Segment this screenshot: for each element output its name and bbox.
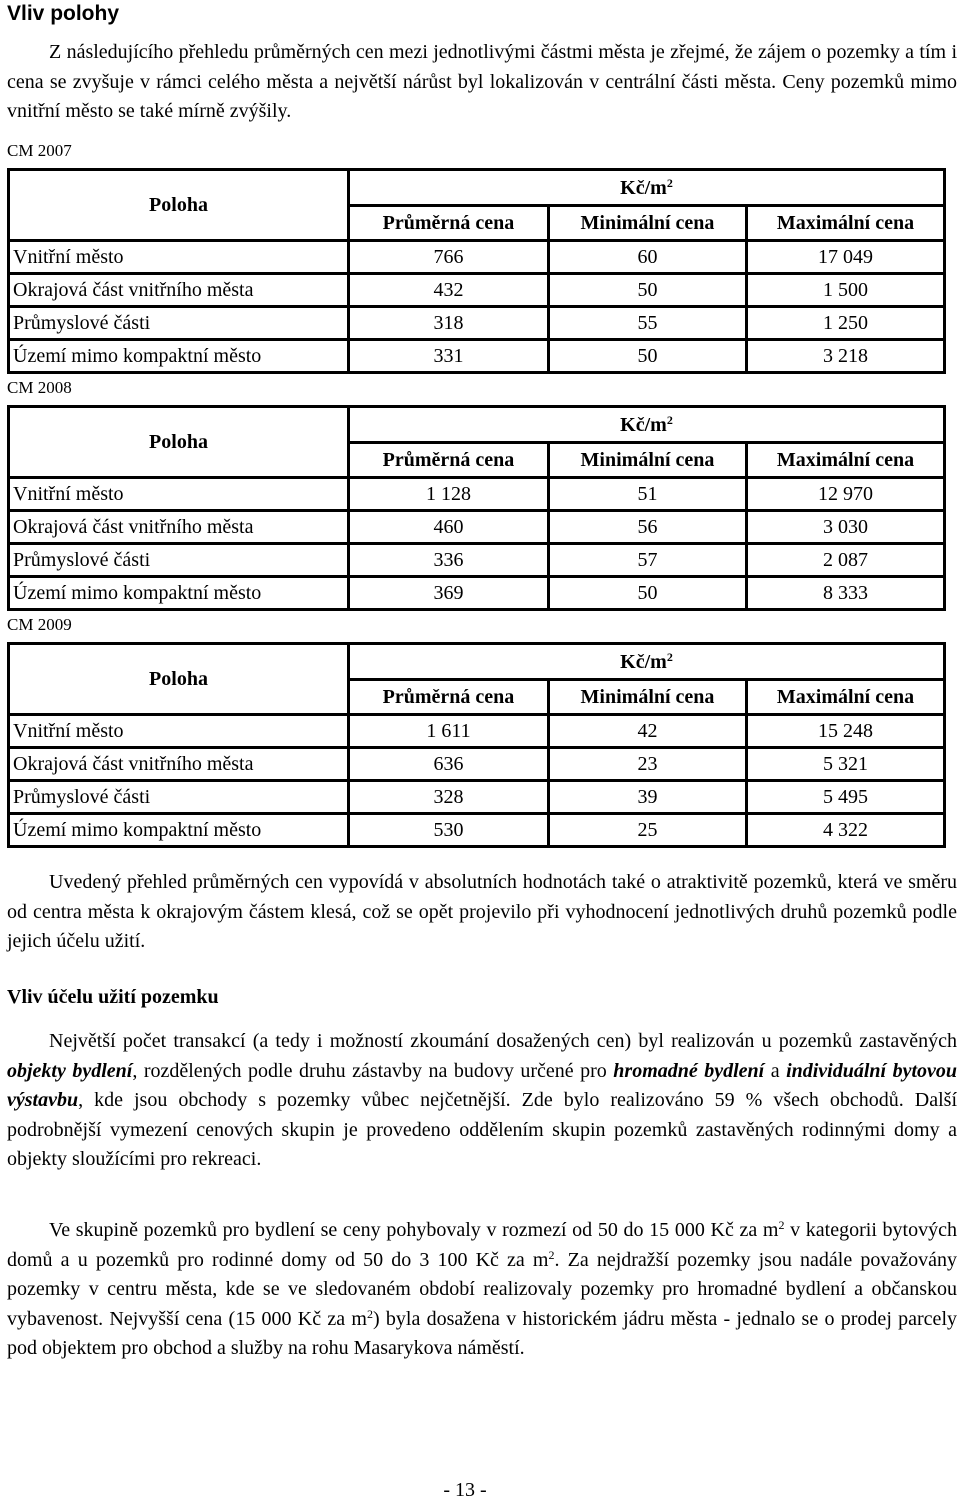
cell-average: 1 611	[349, 715, 549, 748]
unit-header: $Kč/m^2$	[349, 407, 945, 443]
row-label: Průmyslové části	[9, 544, 349, 577]
column-header-location: Poloha	[9, 170, 349, 241]
table-row	[9, 274, 945, 307]
table-row	[9, 781, 945, 814]
cell-average: 460	[349, 511, 549, 544]
cell-maximum: 3 030	[747, 511, 945, 544]
column-header-average: Průměrná cena	[349, 680, 549, 715]
cell-minimum: 51	[549, 478, 747, 511]
column-header-maximum: Maximální cena	[747, 443, 945, 478]
cell-average: 636	[349, 748, 549, 781]
table-row	[9, 340, 945, 373]
unit-header: $Kč/m^2$	[349, 644, 945, 680]
page-number: - 13 -	[443, 1479, 487, 1501]
column-header-minimum: Minimální cena	[549, 206, 747, 241]
row-label: Území mimo kompaktní město	[9, 577, 349, 610]
cell-minimum: 50	[549, 577, 747, 610]
table-row	[9, 478, 945, 511]
summary-text: Uvedený přehled průměrných cen vypovídá v absolutních hodnotách také o atraktivitě pozemků, která ve směru od centra města k okrajovým částem klesá, což se opět projevilo při vyhodnocení jednotlivých druhů pozemků podle jejich účelu užití.	[7, 871, 957, 952]
row-label: Vnitřní město	[9, 715, 349, 748]
column-header-average: Průměrná cena	[349, 206, 549, 241]
cell-average: 336	[349, 544, 549, 577]
cell-minimum: 60	[549, 241, 747, 274]
cell-average: 369	[349, 577, 549, 610]
row-label: Vnitřní město	[9, 478, 349, 511]
cell-minimum: 42	[549, 715, 747, 748]
cell-maximum: 1 250	[747, 307, 945, 340]
table-caption-2009: CM 2009	[7, 615, 72, 634]
emphasis-housing-objects: objekty bydlení	[7, 1059, 133, 1082]
cell-minimum: 50	[549, 274, 747, 307]
table-row	[9, 715, 945, 748]
row-label: Okrajová část vnitřního města	[9, 511, 349, 544]
cell-maximum: 4 322	[747, 814, 945, 847]
intro-text: Z následujícího přehledu průměrných cen mezi jednotlivými částmi města je zřejmé, že zájem o pozemky a tím i cena se zvyšuje v rámci celého města a největší nárůst byl lokalizován v centrální části města. Ceny pozemků mimo vnitřní město se také mírně zvýšily.	[7, 41, 957, 122]
intro-paragraph	[7, 38, 957, 127]
table-row	[9, 814, 945, 847]
price-table-2007	[7, 168, 946, 374]
cell-minimum: 50	[549, 340, 747, 373]
column-header-minimum: Minimální cena	[549, 443, 747, 478]
table-caption-2007: CM 2007	[7, 141, 72, 160]
cell-minimum: 23	[549, 748, 747, 781]
price-table-2008	[7, 405, 946, 611]
cell-average: 766	[349, 241, 549, 274]
cell-minimum: 56	[549, 511, 747, 544]
column-header-location: Poloha	[9, 644, 349, 715]
cell-maximum: 12 970	[747, 478, 945, 511]
cell-average: 318	[349, 307, 549, 340]
cell-average: 1 128	[349, 478, 549, 511]
land-use-paragraph-1: Největší počet transakcí (a tedy i možností zkoumání dosažených cen) byl realizován u pozemků zastavěných objekty bydlení, rozdělených podle druhu zástavby na budovy určené pro hromadné bydlení a individuální bytovou výstavbu, kde jsou obchody s pozemky vůbec nejčetnější. Zde bylo realizováno 59 % všech obchodů. Další podrobnější vymezení cenových skupin je provedeno oddělením skupin pozemků zastavěných rodinnými domy a objekty sloužícími pro rekreaci.	[7, 1030, 958, 1170]
table-caption-2008: CM 2008	[7, 378, 72, 397]
emphasis-collective-housing: hromadné bydlení	[613, 1059, 765, 1082]
cell-average: 530	[349, 814, 549, 847]
cell-average: 331	[349, 340, 549, 373]
table-row	[9, 577, 945, 610]
land-use-paragraph-2: Ve skupině pozemků pro bydlení se ceny pohybovaly v rozmezí od 50 do 15 000 Kč za $m^2$ v kategorii bytových domů a u pozemků pro rodinné domy od 50 do 3 100 Kč za $m^2$. Za nejdražší pozemky jsou nadále považovány pozemky v centru města, kde se ve sledovaném období realizovaly pozemky pro hromadné bydlení a občanskou vybavenost. Nejvyšší cena (15 000 Kč za $m^2$) byla dosažena v historickém jádru města - jednalo se o prodej parcely pod objektem pro obchod a služby na rohu Masarykova náměstí.	[7, 1218, 958, 1359]
column-header-maximum: Maximální cena	[747, 680, 945, 715]
row-label: Území mimo kompaktní město	[9, 340, 349, 373]
unit-header: $Kč/m^2$	[349, 170, 945, 206]
cell-minimum: 39	[549, 781, 747, 814]
table-row	[9, 241, 945, 274]
table-row	[9, 748, 945, 781]
cell-maximum: 3 218	[747, 340, 945, 373]
row-label: Průmyslové části	[9, 781, 349, 814]
cell-maximum: 2 087	[747, 544, 945, 577]
cell-maximum: 5 321	[747, 748, 945, 781]
column-header-minimum: Minimální cena	[549, 680, 747, 715]
column-header-average: Průměrná cena	[349, 443, 549, 478]
cell-maximum: 17 049	[747, 241, 945, 274]
cell-maximum: 8 333	[747, 577, 945, 610]
section-heading-land-use: Vliv účelu užití pozemku	[7, 986, 219, 1008]
row-label: Okrajová část vnitřního města	[9, 274, 349, 307]
row-label: Průmyslové části	[9, 307, 349, 340]
cell-maximum: 1 500	[747, 274, 945, 307]
column-header-location: Poloha	[9, 407, 349, 478]
summary-paragraph	[7, 868, 957, 957]
cell-maximum: 15 248	[747, 715, 945, 748]
cell-average: 328	[349, 781, 549, 814]
cell-maximum: 5 495	[747, 781, 945, 814]
cell-average: 432	[349, 274, 549, 307]
cell-minimum: 57	[549, 544, 747, 577]
table-row	[9, 544, 945, 577]
table-row	[9, 307, 945, 340]
price-table-2009	[7, 642, 946, 848]
table-row	[9, 511, 945, 544]
row-label: Území mimo kompaktní město	[9, 814, 349, 847]
column-header-maximum: Maximální cena	[747, 206, 945, 241]
section-heading-location: Vliv polohy	[7, 2, 120, 25]
emphasis-individual-housing: individuální bytovou výstavbu	[7, 1059, 958, 1111]
cell-minimum: 25	[549, 814, 747, 847]
cell-minimum: 55	[549, 307, 747, 340]
row-label: Okrajová část vnitřního města	[9, 748, 349, 781]
row-label: Vnitřní město	[9, 241, 349, 274]
